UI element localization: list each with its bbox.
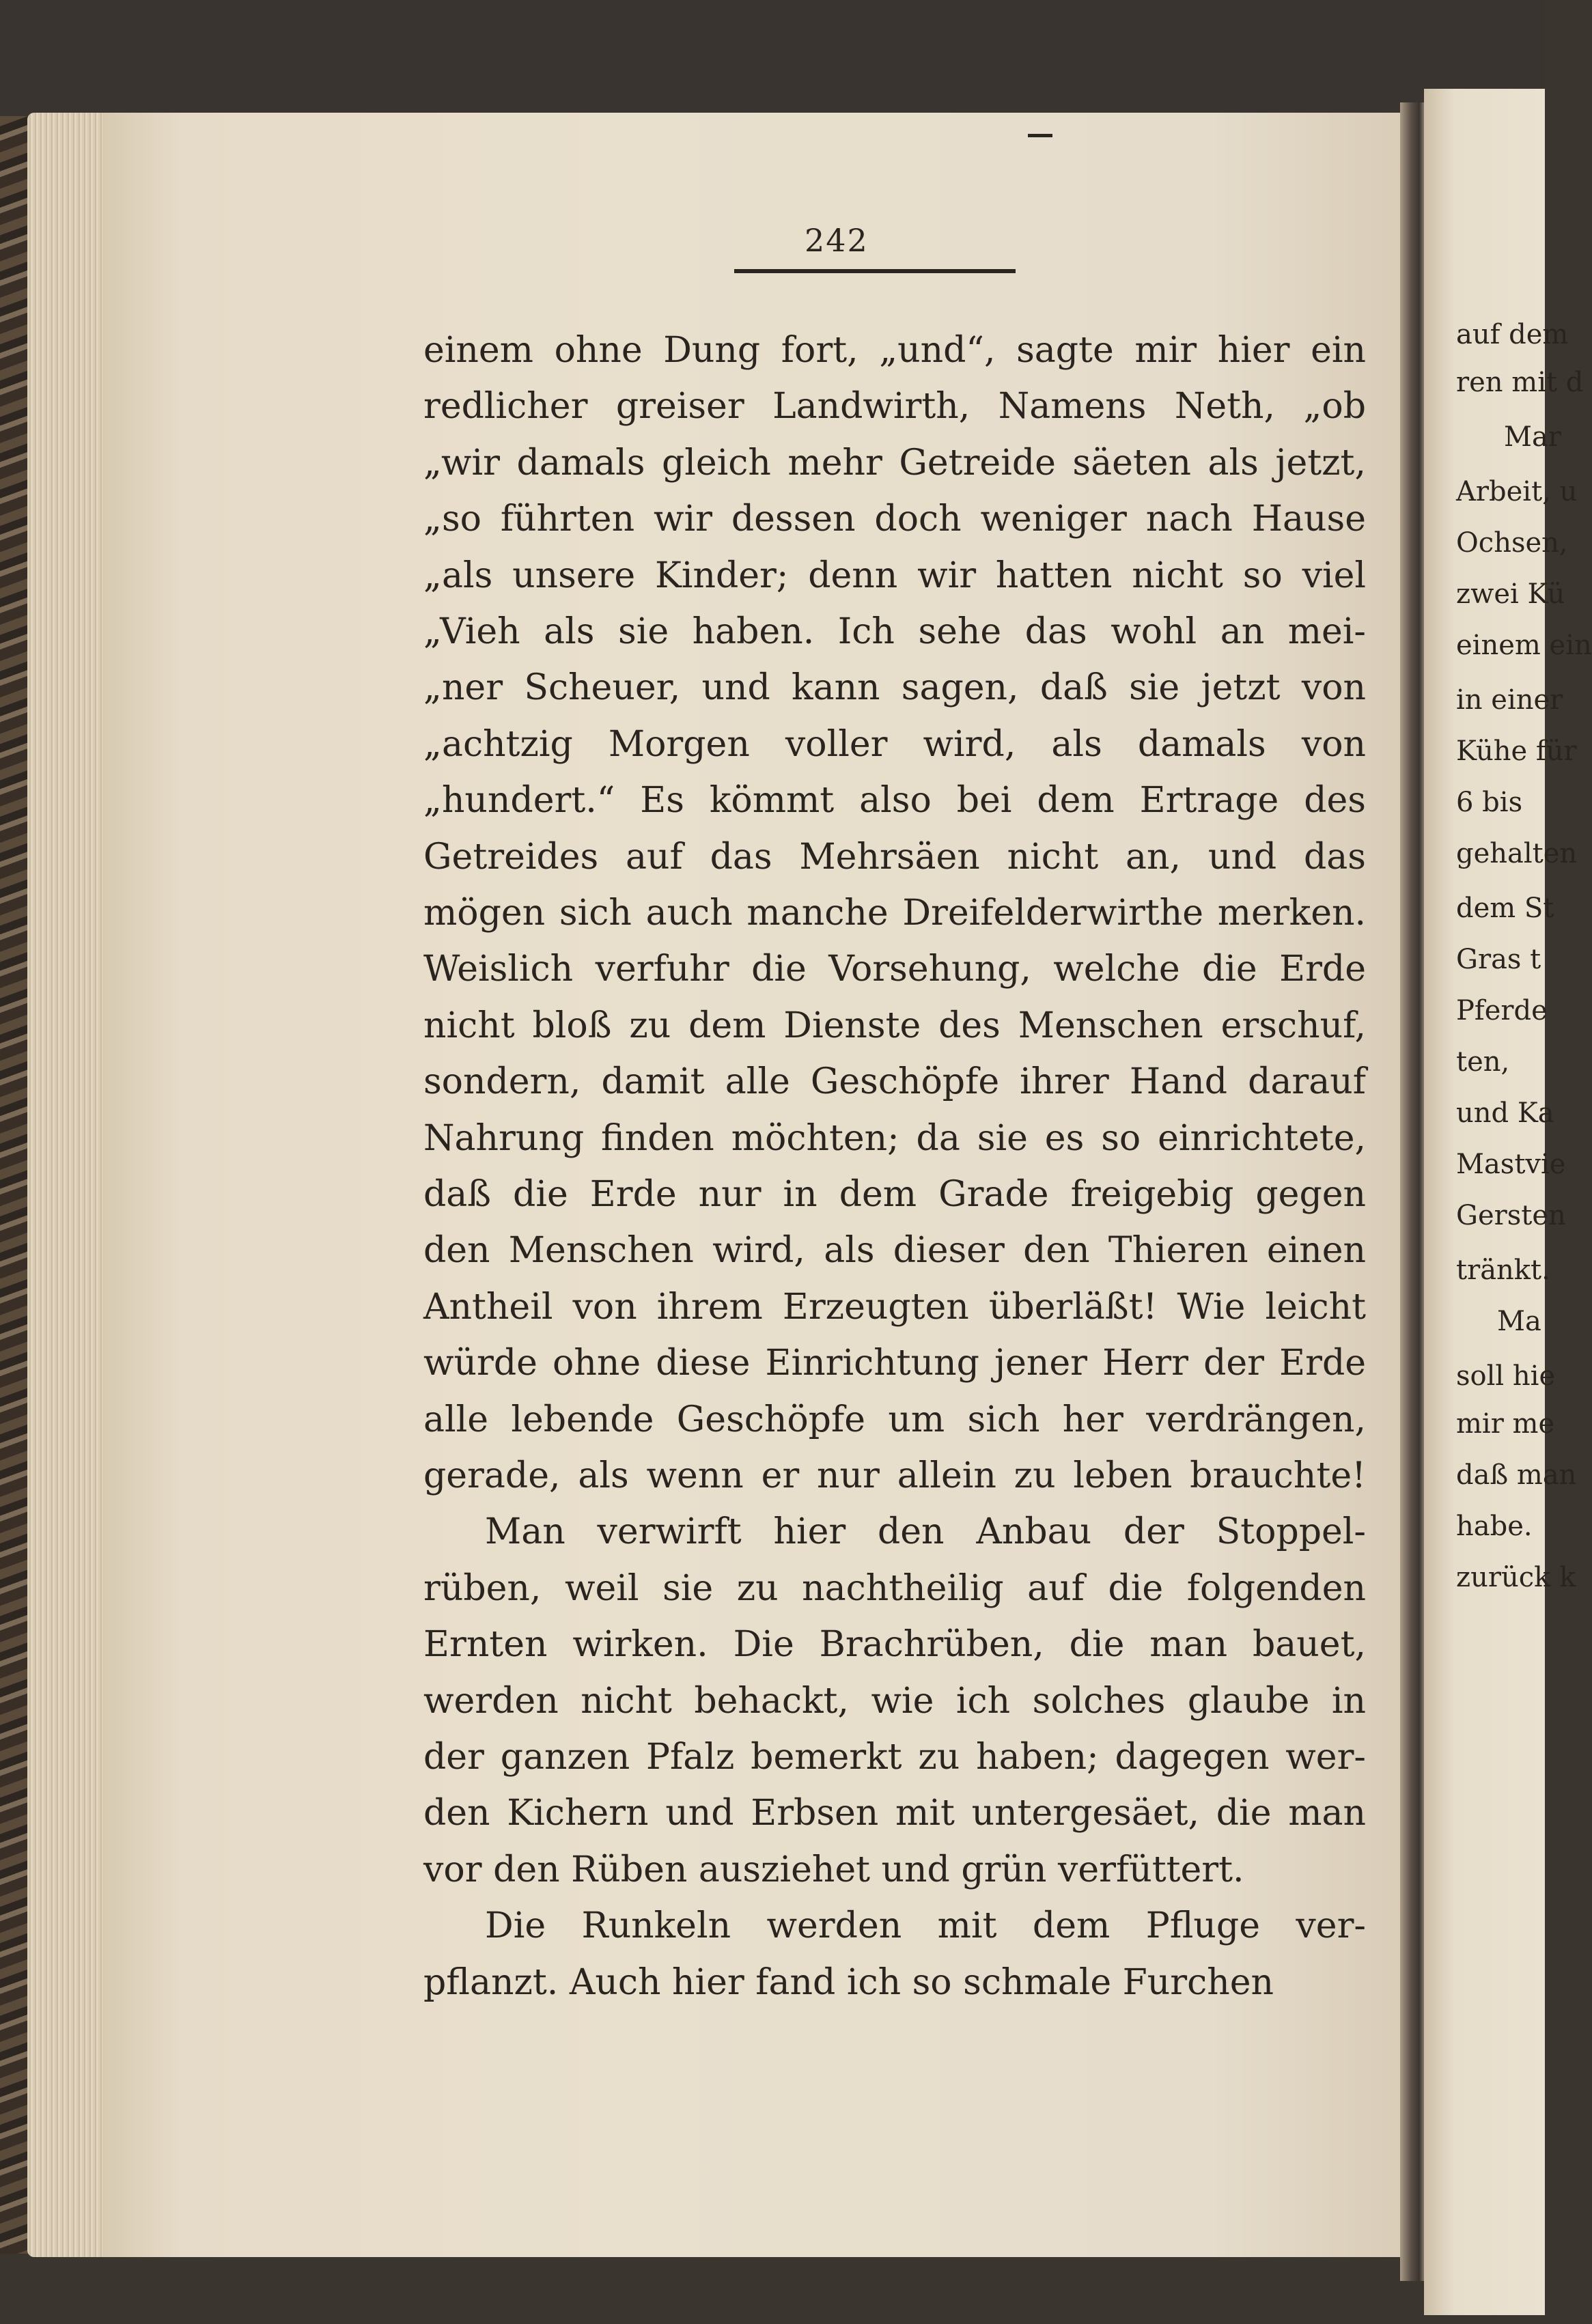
text-line: rüben, weil sie zu nachtheilig auf die folgenden [423,1567,1366,1609]
book-gutter [1400,102,1427,2281]
page-number: 242 [805,222,869,259]
text-line: werden nicht behackt, wie ich solches glaube in [423,1680,1366,1722]
text-line: „so führten wir dessen doch weniger nach Hause [423,499,1366,540]
facing-text-line: gehalten [1456,838,1578,869]
facing-text-line: mir me [1456,1408,1555,1440]
facing-text-line: Ochsen, [1456,527,1568,559]
text-line: würde ohne diese Einrichtung jener Herr der Erde [423,1343,1366,1384]
text-line: redlicher greiser Landwirth, Namens Neth, „ob [423,386,1366,428]
facing-text-line: zurück k [1456,1562,1576,1593]
text-line: gerade, als wenn er nur allein zu leben brauchte! [423,1455,1366,1496]
facing-text-line: ren mit d [1456,367,1584,398]
background-top [0,0,1545,116]
text-line: sondern, damit alle Geschöpfe ihrer Hand darauf [423,1061,1366,1103]
facing-text-line: einem ein [1456,630,1592,661]
facing-text-line: zwei Kü [1456,578,1565,610]
text-line: vor den Rüben ausziehet und grün verfüttert. [423,1849,1244,1890]
facing-text-line: Mar [1504,421,1561,453]
text-line: „ner Scheuer, und kann sagen, daß sie jetzt von [423,667,1366,709]
facing-text-line: soll hie [1456,1360,1556,1392]
text-line: „hundert.“ Es kömmt also bei dem Ertrage des [423,780,1366,822]
facing-text-line: Gras t [1456,944,1541,975]
text-line: Antheil von ihrem Erzeugten überläßt! Wie leicht [423,1286,1366,1328]
facing-text-line: daß man [1456,1459,1577,1491]
text-line: pflanzt. Auch hier fand ich so schmale Furchen [423,1961,1274,2003]
text-line: den Menschen wird, als dieser den Thieren einen [423,1230,1366,1272]
facing-text-line: und Ka [1456,1097,1554,1129]
text-line: daß die Erde nur in dem Grade freigebig gegen [423,1174,1366,1215]
facing-text-line: Kühe für [1456,736,1577,767]
text-line: mögen sich auch manche Dreifelderwirthe merken. [423,893,1366,934]
text-line: den Kichern und Erbsen mit untergesäet, die man [423,1793,1366,1834]
facing-text-line: ten, [1456,1046,1510,1078]
text-line: „wir damals gleich mehr Getreide säeten als jetzt, [423,442,1366,484]
facing-text-line: dem St [1456,893,1554,924]
book-cover-edge [0,116,30,2254]
text-line: einem ohne Dung fort, „und“, sagte mir hier ein [423,330,1366,371]
text-line: der ganzen Pfalz bemerkt zu haben; dagegen wer- [423,1737,1366,1778]
text-line: Ernten wirken. Die Brachrüben, die man bauet, [423,1624,1366,1666]
facing-text-line: tränkt. [1456,1255,1550,1286]
text-line: Nahrung finden möchten; da sie es so einrichtete, [423,1117,1366,1159]
text-line: „achtzig Morgen voller wird, als damals von [423,723,1366,765]
text-line: Man verwirft hier den Anbau der Stoppel- [485,1511,1366,1553]
facing-text-line: in einer [1456,684,1563,716]
text-line: alle lebende Geschöpfe um sich her verdrängen, [423,1399,1366,1440]
text-line: nicht bloß zu dem Dienste des Menschen erschuf, [423,1005,1366,1046]
header-rule [734,269,1016,273]
text-line: Weislich verfuhr die Vorsehung, welche die Erde [423,949,1366,990]
text-line: „als unsere Kinder; denn wir hatten nicht so viel [423,555,1366,596]
facing-text-line: Gersten [1456,1200,1566,1231]
facing-text-line: Pferde [1456,995,1548,1026]
text-line: Die Runkeln werden mit dem Pfluge ver- [485,1905,1366,1947]
facing-text-line: auf dem [1456,319,1569,350]
text-line: Getreides auf das Mehrsäen nicht an, und das [423,836,1366,878]
ink-mark [1028,134,1052,137]
facing-text-line: 6 bis [1456,787,1523,818]
text-line: „Vieh als sie haben. Ich sehe das wohl an mei- [423,611,1366,652]
facing-text-line: habe. [1456,1511,1533,1542]
facing-text-line: Ma [1497,1306,1541,1337]
facing-text-line: Arbeit, u [1456,476,1578,507]
facing-text-line: Mastvie [1456,1149,1566,1180]
